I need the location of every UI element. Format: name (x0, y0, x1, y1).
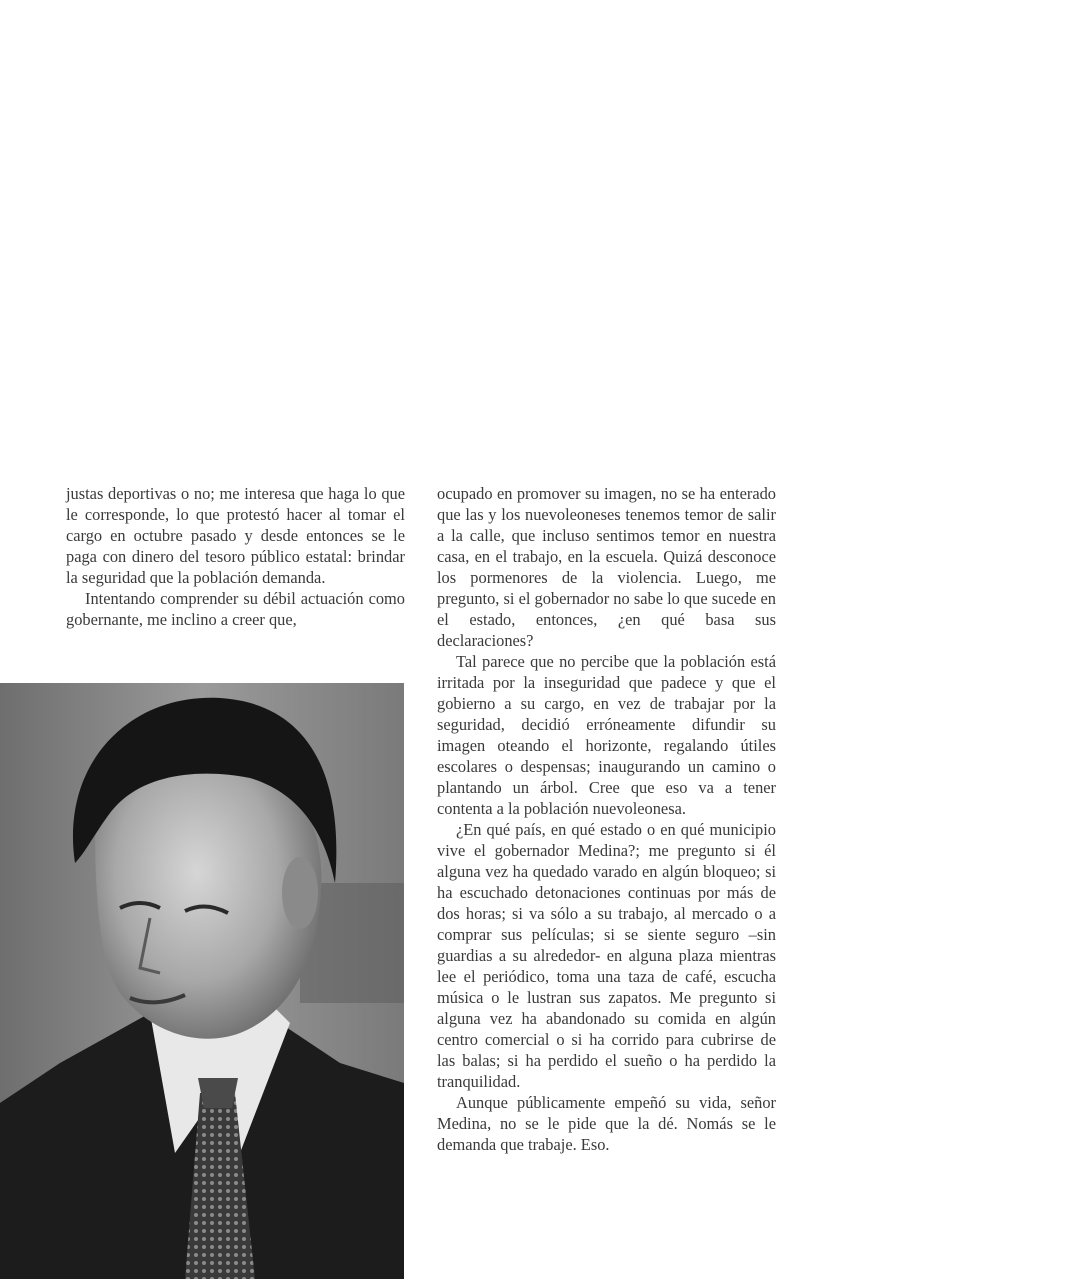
paragraph: ¿En qué país, en qué estado o en qué municipio vive el gobernador Medina?; me pregunto si él alguna vez ha quedado varado en algún bloqueo; si ha escuchado detonaciones continuas por más de dos horas; si va sólo a su trabajo, al mercado o a comprar sus películas; si se siente seguro –sin guardias a su alrededor- en alguna plaza mientras lee el periódico, toma una taza de café, escucha música o le lustran sus zapatos. Me pregunto si alguna vez ha abandonado su comida en algún centro comercial o si ha corrido para cubrirse de las balas; si ha perdido el sueño o ha perdido la tranquilidad. (437, 820, 776, 1091)
portrait-photo (0, 683, 404, 1279)
paragraph: Tal parece que no percibe que la población está irritada por la inseguridad que padece y que el gobierno a su cargo, en vez de trabajar por la seguridad, decidió erróneamente difundir su imagen oteando el horizonte, regalando útiles escolares o despensas; inaugurando un camino o plantando un árbol. Cree que eso va a tener contenta a la población nuevoleonesa. (437, 652, 776, 818)
article-column-left (66, 483, 405, 630)
paragraph: Intentando comprender su débil actuación como gobernante, me inclino a creer que, (66, 589, 405, 629)
paragraph: ocupado en promover su imagen, no se ha enterado que las y los nuevoleoneses tenemos temor de salir a la calle, que incluso sentimos temor en nuestra casa, en el trabajo, en la escuela. Quizá desconoce los pormenores de la violencia. Luego, me pregunto, si el gobernador no sabe lo que sucede en el estado, entonces, ¿en qué basa sus declaraciones? (437, 484, 776, 650)
article-column-right (437, 483, 776, 1155)
paragraph: justas deportivas o no; me interesa que haga lo que le corresponde, lo que protestó hacer al tomar el cargo en octubre pasado y desde entonces se le paga con dinero del tesoro público estatal: brindar la seguridad que la población demanda. (66, 484, 405, 587)
paragraph: Aunque públicamente empeñó su vida, señor Medina, no se le pide que la dé. Nomás se le demanda que trabaje. Eso. (437, 1093, 776, 1154)
